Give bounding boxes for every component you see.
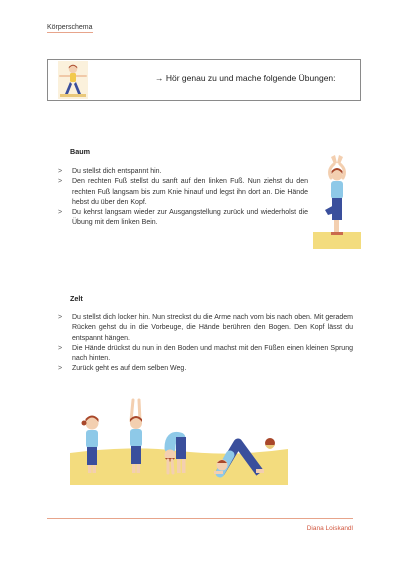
tree-pose-illustration [313, 154, 361, 249]
section-title-zelt: Zelt [70, 294, 83, 303]
bullet-text: Den rechten Fuß stellst du sanft auf den linken Fuß. Nun ziehst du den rechten Fuß langsam bis zum Knie hinauf und legst ihn dort an. Die Hände hebst du über den Kopf. [72, 178, 308, 206]
bullet-marker: > [58, 314, 63, 321]
bullet-marker: > [58, 209, 63, 217]
section-title-baum: Baum [70, 147, 90, 156]
warrior-pose-illustration [58, 61, 88, 99]
list-item [58, 177, 308, 208]
bullet-marker: > [58, 178, 63, 186]
list-item [58, 364, 353, 374]
author-name: Diana Loiskandl [306, 525, 353, 532]
list-item [58, 208, 308, 229]
bullet-marker: > [58, 365, 63, 373]
bullet-marker: > [58, 344, 63, 352]
bullet-marker: > [58, 168, 63, 175]
instruction-box [47, 59, 361, 101]
bullet-text: Du stellst dich locker hin. Nun streckst du die Arme nach vorn bis nach oben. Mit geradem Rücken gehst du in die Vorbeuge, die Hände berühren den Bogen. Den Kopf lässt du entspannt hängen. [72, 314, 353, 342]
footer-divider [47, 518, 353, 519]
instruction-text: → Hör genau zu und mache folgende Übungen: [155, 73, 336, 83]
zelt-bullet-list [58, 313, 353, 375]
bullet-text: Du stellst dich entspannt hin. [72, 168, 162, 175]
topic-label: Körperschema [47, 24, 93, 31]
bullet-text: Zurück geht es auf dem selben Weg. [72, 365, 187, 373]
list-item [58, 313, 353, 344]
list-item [58, 344, 353, 365]
list-item [58, 167, 308, 177]
bullet-text: Die Hände drückst du nun in den Boden und machst mit den Füßen einen kleinen Sprung nach hinten. [72, 344, 353, 363]
tent-pose-sequence-illustration [70, 393, 288, 485]
bullet-text: Du kehrst langsam wieder zur Ausgangstellung zurück und wiederholst die Übung mit dem linken Bein. [72, 209, 308, 227]
baum-bullet-list [58, 167, 308, 229]
